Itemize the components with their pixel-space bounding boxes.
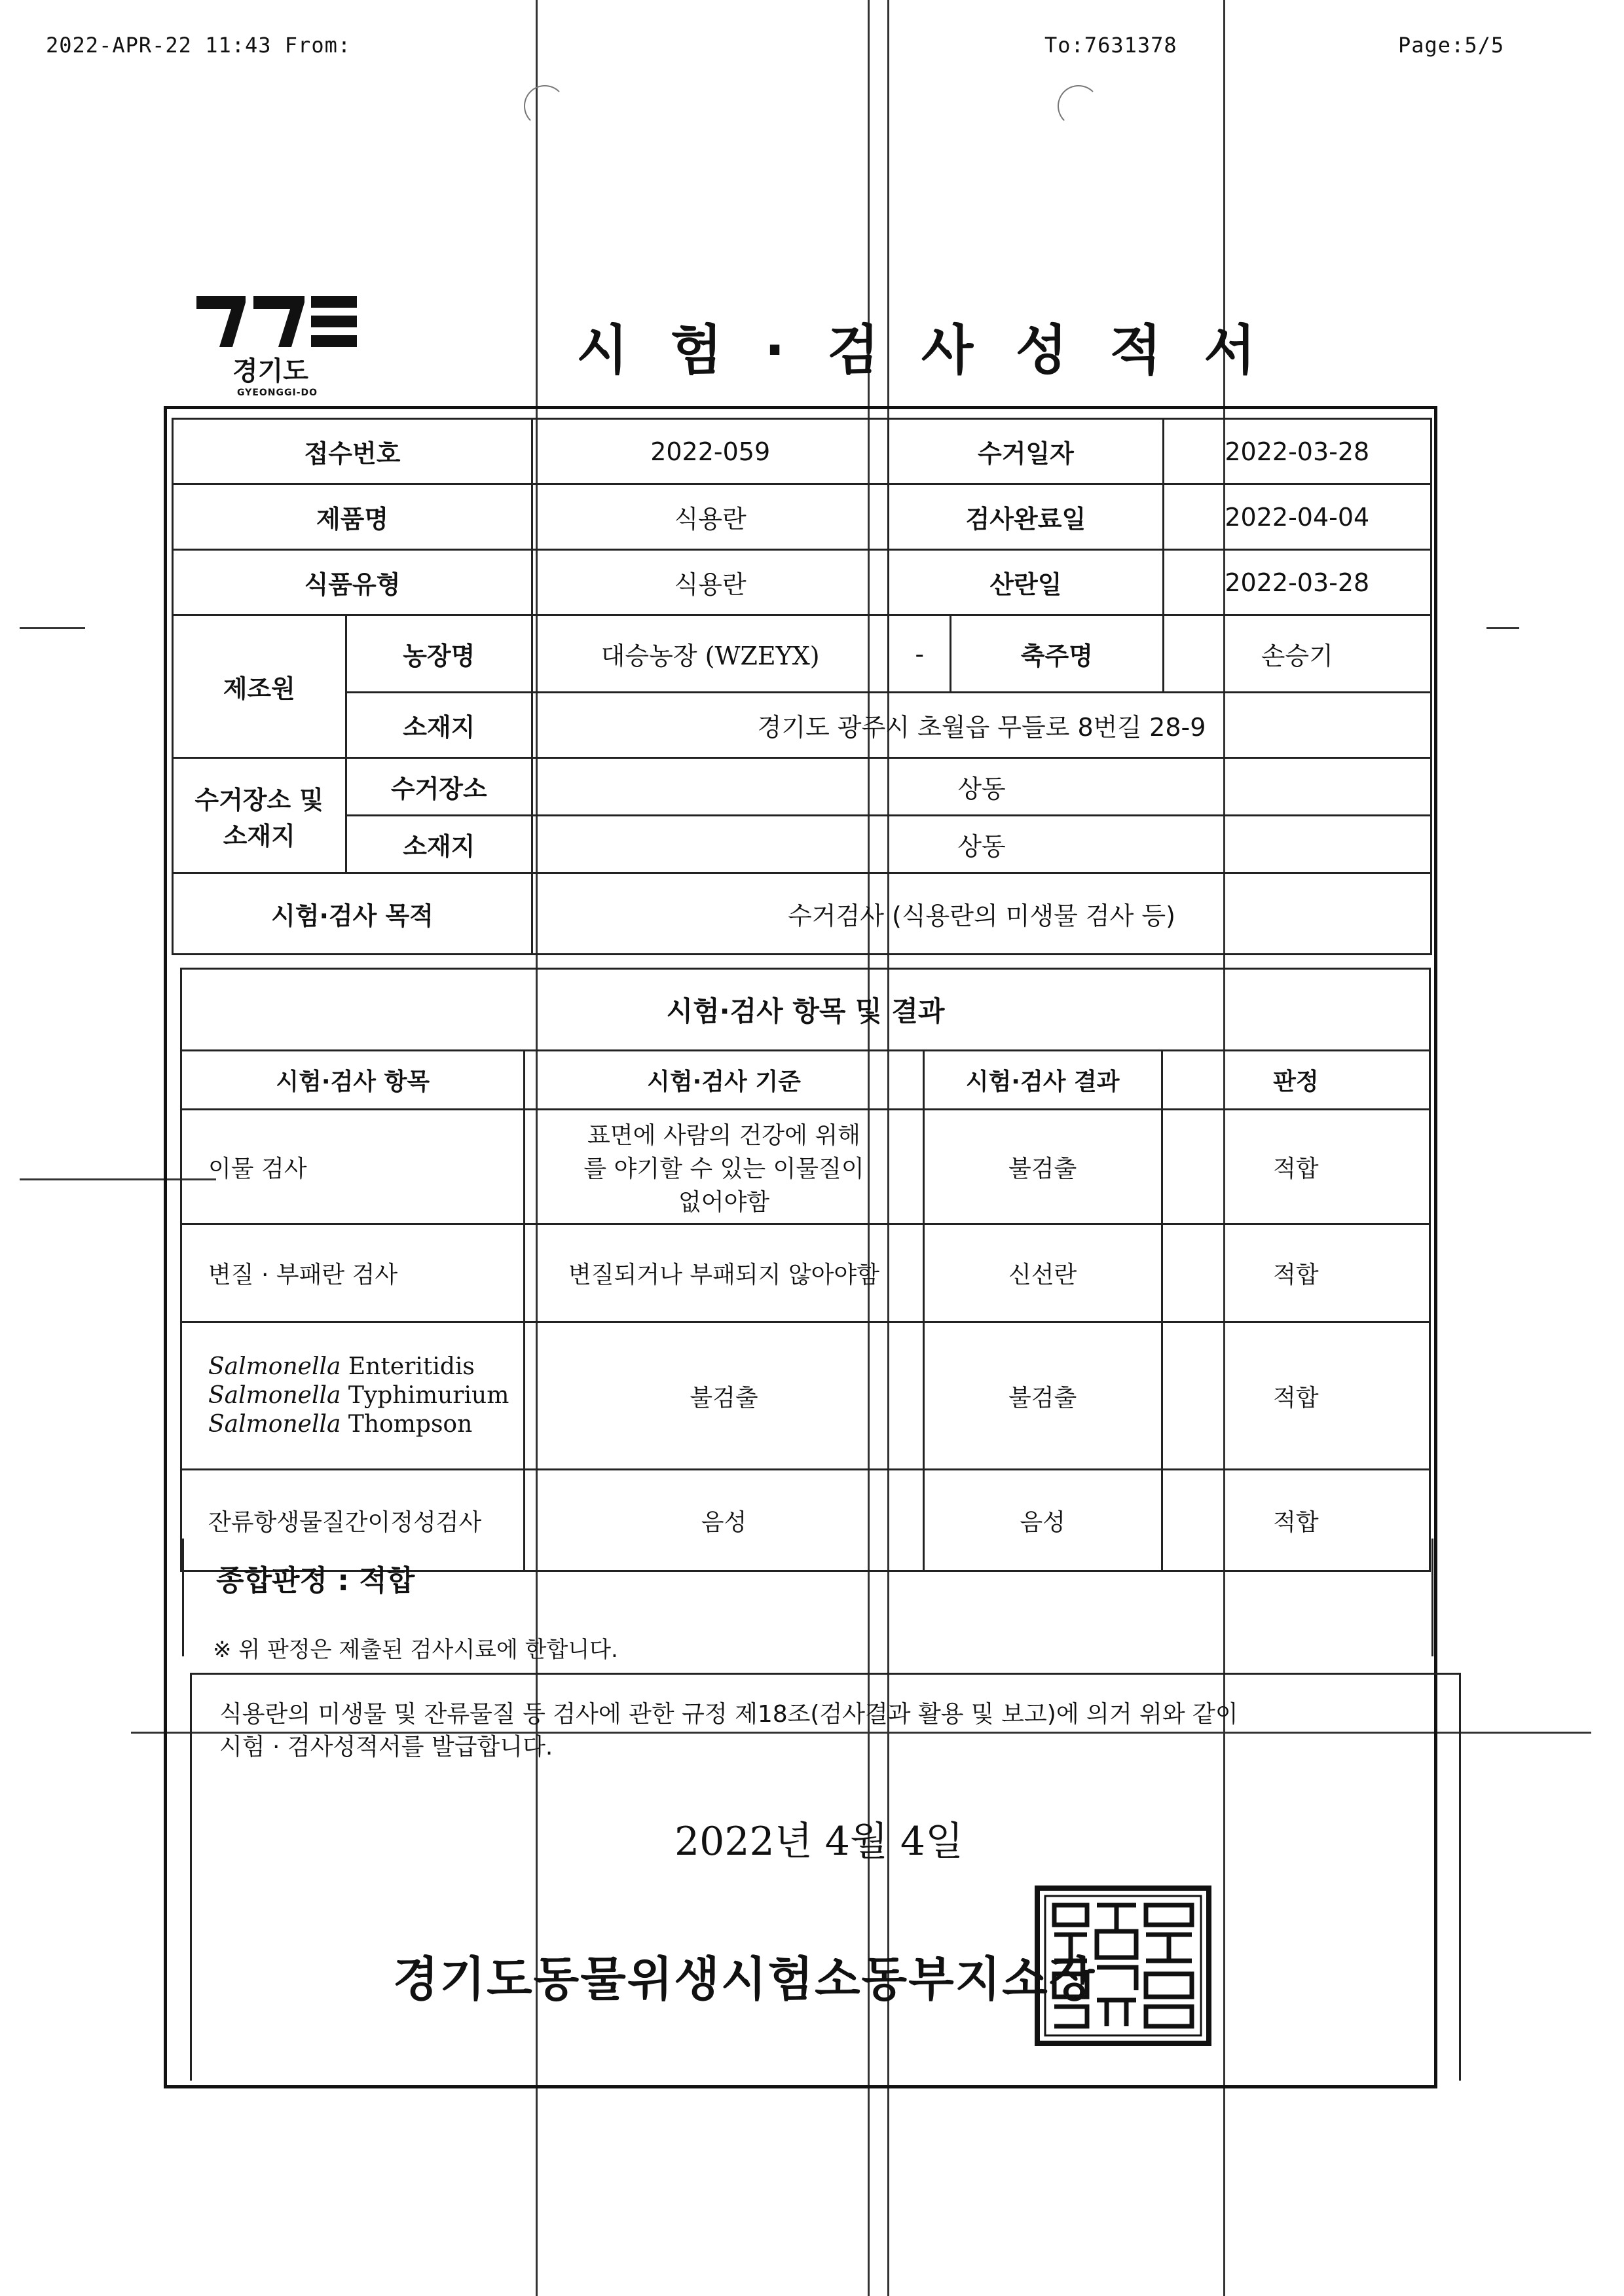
genus-name: Salmonella [208, 1382, 341, 1409]
header-result: 시험·검사 결과 [923, 1051, 1162, 1110]
table-row [181, 1322, 1430, 1470]
farm-value: 대승농장 (WZEYX) [532, 615, 889, 693]
row-result: 불검출 [923, 1322, 1162, 1470]
genus-name: Salmonella [208, 1353, 341, 1380]
species-name: Thompson [348, 1411, 473, 1438]
lay-date-value: 2022-03-28 [1163, 550, 1431, 615]
statement-line-2: 시험 · 검사성적서를 발급합니다. [219, 1734, 553, 1760]
row-standard: 표면에 사람의 건강에 위해를 야기할 수 있는 이물질이 없어야함 [525, 1110, 923, 1224]
row-verdict: 적합 [1162, 1322, 1430, 1470]
complete-date-value: 2022-04-04 [1163, 484, 1431, 550]
fax-header-sender: 2022-APR-22 11:43 From: [46, 33, 352, 58]
address-value: 경기도 광주시 초월읍 무들로 8번길 28-9 [532, 693, 1431, 758]
punch-hole [1058, 85, 1099, 127]
place-address-label: 소재지 [346, 816, 532, 873]
row-result: 신선란 [923, 1224, 1162, 1322]
row-standard: 불검출 [525, 1322, 923, 1470]
table-row [181, 1224, 1430, 1322]
row-verdict: 적합 [1162, 1110, 1430, 1224]
issuer-name: 경기도동물위생시험소동부지소장 [393, 1952, 1096, 2007]
product-value: 식용란 [532, 484, 889, 550]
scan-line [20, 627, 85, 629]
logo-name: 경기도 [232, 356, 308, 386]
official-seal-icon [1035, 1886, 1211, 2046]
results-table [180, 968, 1431, 1572]
row-result: 음성 [923, 1470, 1162, 1571]
statement-line-1: 식용란의 미생물 및 잔류물질 등 검사에 관한 규정 제18조(검사결과 활용 및 보고)에 의거 위와 같이 [219, 1701, 1238, 1728]
lay-date-label: 산란일 [889, 550, 1163, 615]
fax-header-recipient: To:7631378 [1044, 33, 1177, 58]
results-section-title: 시험·검사 항목 및 결과 [181, 969, 1430, 1051]
purpose-value: 수거검사 (식용란의 미생물 검사 등) [532, 873, 1431, 955]
address-label: 소재지 [346, 693, 532, 758]
note-text: ※ 위 판정은 제출된 검사시료에 한합니다. [213, 1637, 618, 1663]
farm-dash: - [889, 615, 951, 693]
header-item: 시험·검사 항목 [181, 1051, 525, 1110]
product-label: 제품명 [173, 484, 532, 550]
owner-label: 축주명 [951, 615, 1163, 693]
receipt-no-value: 2022-059 [532, 419, 889, 484]
row-standard: 음성 [525, 1470, 923, 1571]
genus-name: Salmonella [208, 1411, 341, 1438]
table-row [181, 1110, 1430, 1224]
overall-verdict: 종합판정 : 적합 [216, 1564, 415, 1597]
row-item-salmonella [181, 1322, 525, 1470]
logo-subtitle: GYEONGGI-DO [237, 388, 318, 398]
receipt-no-label: 접수번호 [173, 419, 532, 484]
row-verdict: 적합 [1162, 1470, 1430, 1571]
header-standard: 시험·검사 기준 [525, 1051, 923, 1110]
row-standard: 변질되거나 부패되지 않아야함 [525, 1224, 923, 1322]
fax-header-page: Page:5/5 [1398, 33, 1505, 58]
place-label: 수거장소 [346, 758, 532, 816]
punch-hole [524, 85, 566, 127]
species-name: Enteritidis [348, 1353, 475, 1380]
species-name: Typhimurium [348, 1382, 509, 1409]
food-type-label: 식품유형 [173, 550, 532, 615]
maker-label: 제조원 [173, 615, 346, 758]
place-value: 상동 [532, 758, 1431, 816]
farm-label: 농장명 [346, 615, 532, 693]
row-item: 이물 검사 [181, 1110, 525, 1224]
header-verdict: 판정 [1162, 1051, 1430, 1110]
owner-value: 손승기 [1163, 615, 1431, 693]
purpose-label: 시험·검사 목적 [173, 873, 532, 955]
place-address-value: 상동 [532, 816, 1431, 873]
row-item: 변질 · 부패란 검사 [181, 1224, 525, 1322]
info-table [172, 418, 1432, 955]
row-result: 불검출 [923, 1110, 1162, 1224]
complete-date-label: 검사완료일 [889, 484, 1163, 550]
place-group-label: 수거장소 및 소재지 [173, 758, 346, 873]
row-verdict: 적합 [1162, 1224, 1430, 1322]
issue-date: 2022년 4월 4일 [674, 1819, 964, 1865]
document-title: 시 험 · 검 사 성 적 서 [576, 319, 1268, 382]
food-type-value: 식용란 [532, 550, 889, 615]
row-item: 잔류항생물질간이정성검사 [181, 1470, 525, 1571]
collect-date-value: 2022-03-28 [1163, 419, 1431, 484]
scan-line [1486, 627, 1519, 629]
collect-date-label: 수거일자 [889, 419, 1163, 484]
